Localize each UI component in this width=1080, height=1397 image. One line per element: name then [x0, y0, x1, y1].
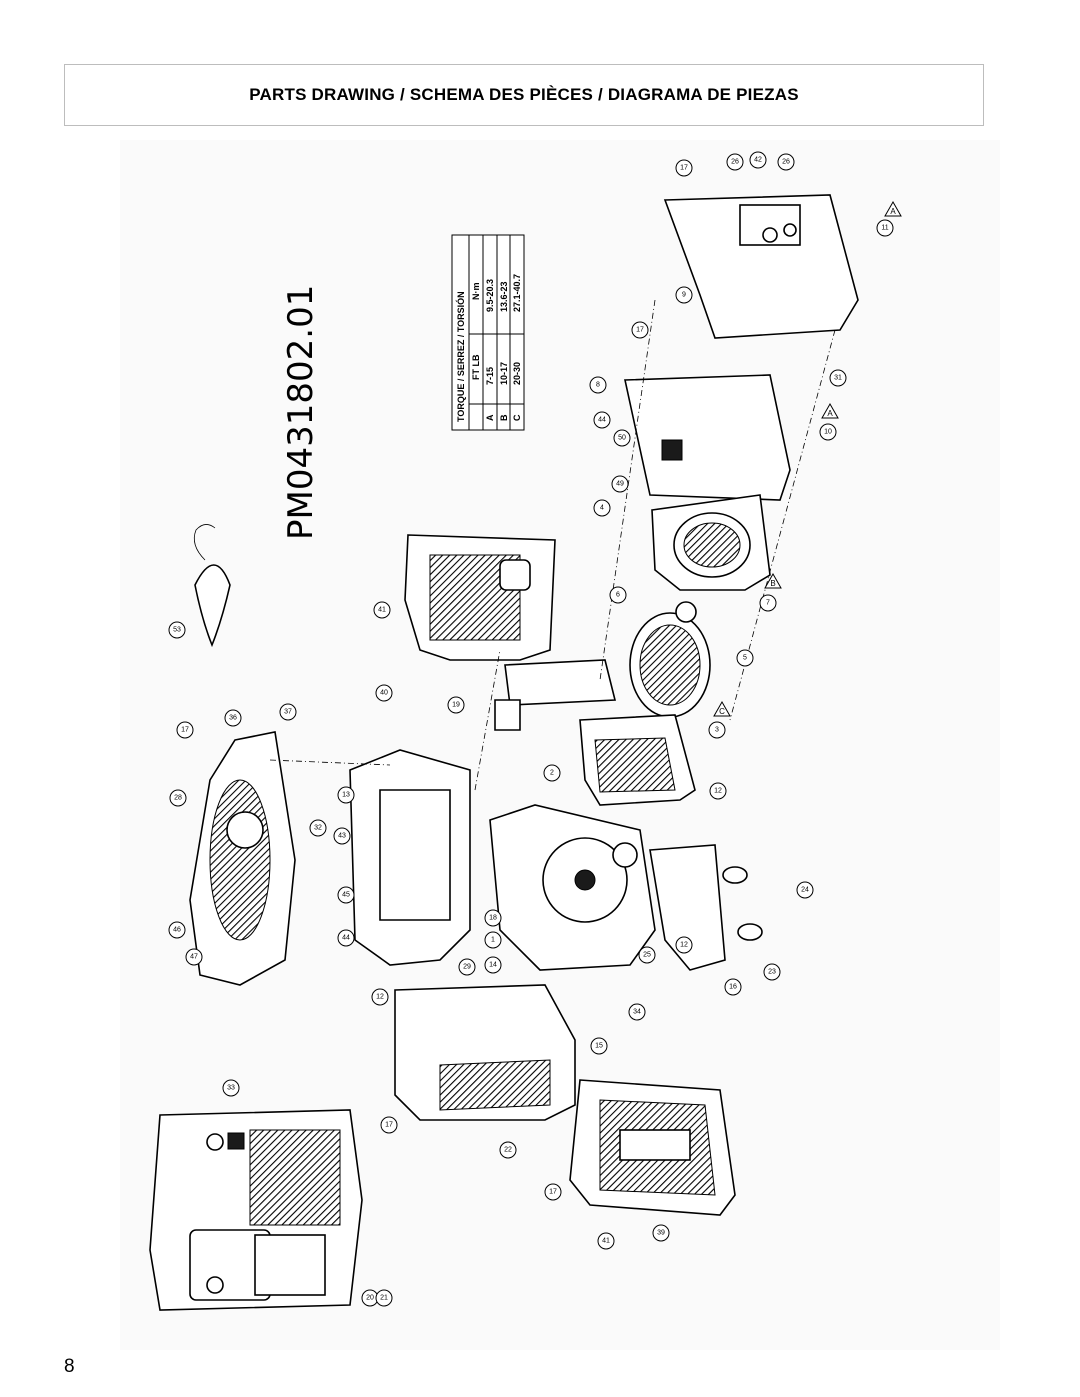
callout	[225, 710, 241, 726]
page-title: PARTS DRAWING / SCHEMA DES PIÈCES / DIAGRAMA DE PIEZAS	[249, 85, 799, 104]
svg-text:44: 44	[342, 934, 350, 942]
callout	[639, 947, 655, 963]
callout	[676, 160, 692, 176]
torque-marker	[822, 404, 838, 418]
svg-text:43: 43	[338, 832, 346, 840]
callout	[709, 722, 725, 738]
part-code	[281, 285, 321, 540]
callout	[186, 949, 202, 965]
svg-text:4: 4	[600, 504, 604, 512]
svg-text:24: 24	[801, 886, 809, 894]
callout	[737, 650, 753, 666]
svg-text:25: 25	[643, 951, 651, 959]
callout	[764, 964, 780, 980]
engine	[490, 805, 655, 970]
callout	[676, 937, 692, 953]
callout	[594, 412, 610, 428]
svg-text:45: 45	[342, 891, 350, 899]
torque-row-nm: 27.1-40.7	[512, 273, 522, 312]
svg-text:B: B	[770, 579, 776, 588]
callout	[374, 602, 390, 618]
callout	[177, 722, 193, 738]
callout	[485, 910, 501, 926]
callout	[459, 959, 475, 975]
callout	[310, 820, 326, 836]
side-cover-upper	[405, 535, 555, 660]
callout	[338, 930, 354, 946]
callout	[591, 1038, 607, 1054]
callout	[169, 922, 185, 938]
svg-text:A: A	[890, 207, 896, 216]
svg-text:6: 6	[616, 591, 620, 599]
callout	[338, 787, 354, 803]
callout	[598, 1233, 614, 1249]
rear-panel	[190, 732, 295, 985]
svg-text:17: 17	[385, 1121, 393, 1129]
callout	[590, 377, 606, 393]
svg-text:49: 49	[616, 480, 624, 488]
svg-text:18: 18	[489, 914, 497, 922]
callout	[629, 1004, 645, 1020]
svg-text:22: 22	[504, 1146, 512, 1154]
torque-row-ftlb: 7-15	[485, 366, 495, 385]
torque-header-ftlb: FT LB	[471, 354, 481, 380]
torque-row-ftlb: 10-17	[499, 361, 509, 385]
callout	[545, 1184, 561, 1200]
torque-marker	[714, 702, 730, 716]
engine-bracket	[650, 845, 762, 970]
callout	[594, 500, 610, 516]
top-cover	[665, 195, 858, 338]
callout	[500, 1142, 516, 1158]
torque-row-mark: A	[485, 414, 495, 421]
svg-text:36: 36	[229, 714, 237, 722]
torque-table-title: TORQUE / SERREZ / TORSIÓN	[456, 291, 466, 422]
rotor-fan	[630, 602, 710, 717]
callout	[710, 783, 726, 799]
torque-row-nm: 9.5-20.3	[485, 278, 495, 312]
svg-text:1: 1	[491, 936, 495, 944]
side-cover-lower	[570, 1080, 735, 1215]
svg-text:13: 13	[342, 791, 350, 799]
svg-text:17: 17	[549, 1188, 557, 1196]
callout	[338, 887, 354, 903]
svg-text:A: A	[827, 409, 833, 418]
callout	[610, 587, 626, 603]
callout	[280, 704, 296, 720]
bottom-cover	[395, 985, 575, 1120]
callout	[653, 1225, 669, 1241]
svg-text:26: 26	[731, 158, 739, 166]
control-panel	[625, 375, 790, 500]
svg-text:17: 17	[181, 726, 189, 734]
callout	[485, 932, 501, 948]
svg-text:2: 2	[550, 769, 554, 777]
svg-text:29: 29	[463, 963, 471, 971]
svg-text:3: 3	[715, 726, 719, 734]
torque-row-ftlb: 20-30	[512, 361, 522, 385]
svg-text:32: 32	[314, 824, 322, 832]
callout	[376, 1290, 392, 1306]
fuel-filter	[194, 524, 230, 645]
svg-text:34: 34	[633, 1008, 641, 1016]
callout	[614, 430, 630, 446]
svg-text:7: 7	[766, 599, 770, 607]
callout	[632, 322, 648, 338]
svg-text:5: 5	[743, 654, 747, 662]
svg-text:44: 44	[598, 416, 606, 424]
svg-text:12: 12	[714, 787, 722, 795]
callout	[170, 790, 186, 806]
svg-text:53: 53	[173, 626, 181, 634]
page-number: 8	[64, 1356, 75, 1377]
svg-text:20: 20	[366, 1294, 374, 1302]
svg-text:31: 31	[834, 374, 842, 382]
callout	[544, 765, 560, 781]
svg-text:15: 15	[595, 1042, 603, 1050]
svg-text:39: 39	[657, 1229, 665, 1237]
callout	[750, 152, 766, 168]
callout	[169, 622, 185, 638]
svg-text:37: 37	[284, 708, 292, 716]
frame	[350, 750, 470, 965]
callout	[797, 882, 813, 898]
svg-text:C: C	[719, 707, 725, 716]
part-code-text: PM0431802.01	[281, 284, 321, 540]
svg-text:16: 16	[729, 983, 737, 991]
callout	[612, 476, 628, 492]
svg-text:28: 28	[174, 794, 182, 802]
callout	[485, 957, 501, 973]
torque-row-mark: C	[512, 414, 522, 421]
svg-text:41: 41	[602, 1237, 610, 1245]
svg-text:41: 41	[378, 606, 386, 614]
svg-text:17: 17	[636, 326, 644, 334]
callout	[725, 979, 741, 995]
svg-text:26: 26	[782, 158, 790, 166]
svg-text:23: 23	[768, 968, 776, 976]
svg-text:47: 47	[190, 953, 198, 961]
svg-text:17: 17	[680, 164, 688, 172]
callout	[760, 595, 776, 611]
svg-text:19: 19	[452, 701, 460, 709]
fan-housing	[652, 495, 770, 590]
svg-text:46: 46	[173, 926, 181, 934]
svg-text:33: 33	[227, 1084, 235, 1092]
svg-text:40: 40	[380, 689, 388, 697]
svg-text:42: 42	[754, 156, 762, 164]
svg-text:21: 21	[380, 1294, 388, 1302]
callout	[448, 697, 464, 713]
callout	[376, 685, 392, 701]
callout	[727, 154, 743, 170]
callout	[820, 424, 836, 440]
callout	[334, 828, 350, 844]
callout	[381, 1117, 397, 1133]
callout	[830, 370, 846, 386]
torque-table	[452, 235, 524, 430]
assembled-generator	[150, 1110, 362, 1310]
svg-text:12: 12	[376, 993, 384, 1001]
svg-text:10: 10	[824, 428, 832, 436]
torque-row-nm: 13.6-23	[499, 281, 509, 312]
callout	[877, 220, 893, 236]
torque-header-nm: N·m	[471, 282, 481, 300]
svg-text:9: 9	[682, 291, 686, 299]
svg-text:8: 8	[596, 381, 600, 389]
svg-text:11: 11	[881, 224, 889, 232]
callout	[223, 1080, 239, 1096]
torque-marker	[885, 202, 901, 216]
svg-text:50: 50	[618, 434, 626, 442]
torque-row-mark: B	[499, 414, 509, 421]
callout	[778, 154, 794, 170]
crankcase-cover	[580, 715, 695, 805]
svg-text:12: 12	[680, 941, 688, 949]
callout	[676, 287, 692, 303]
svg-text:14: 14	[489, 961, 497, 969]
callout	[372, 989, 388, 1005]
